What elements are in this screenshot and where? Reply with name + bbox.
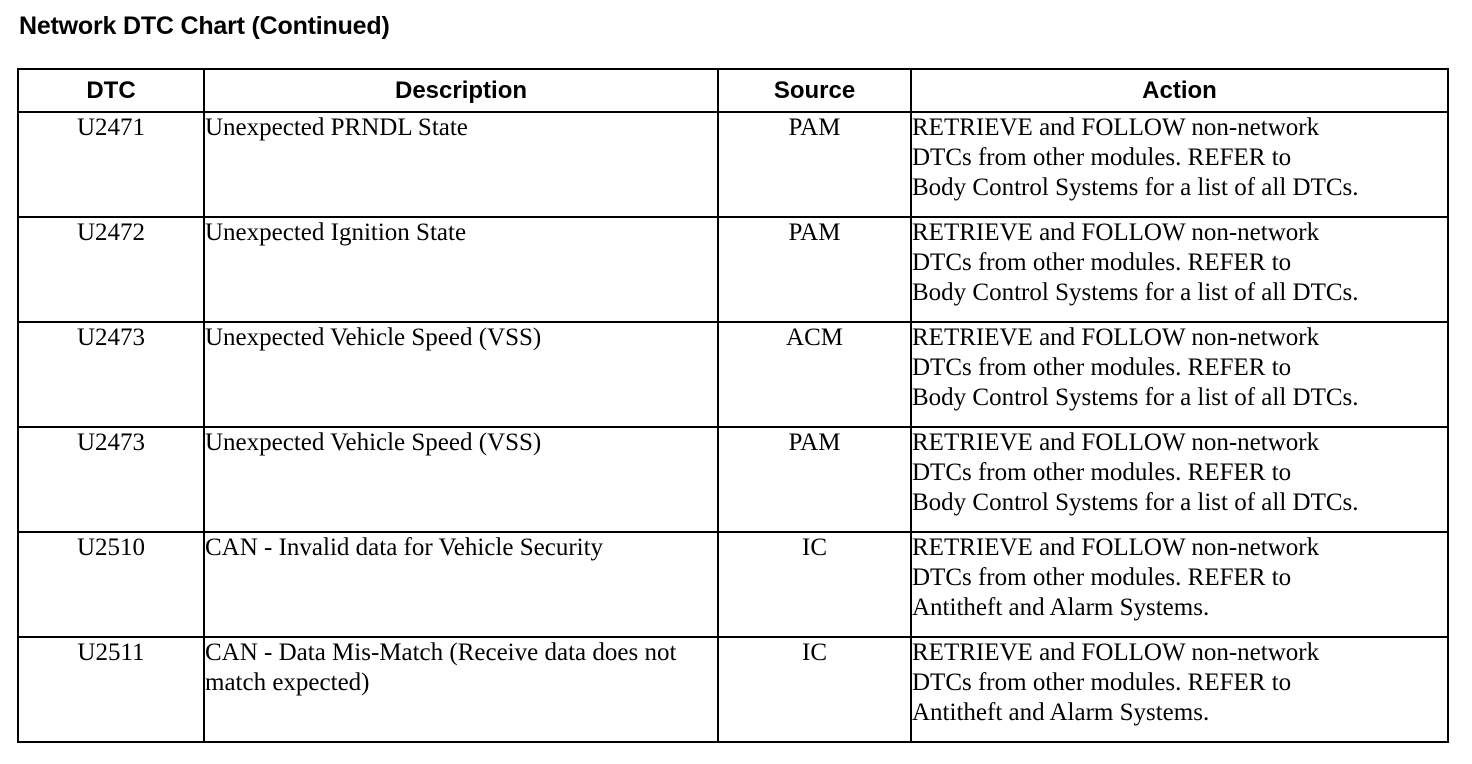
dtc-code-cell: U2511: [18, 637, 204, 742]
source-cell: PAM: [718, 427, 911, 532]
dtc-code-cell: U2473: [18, 322, 204, 427]
description-cell: CAN - Data Mis-Match (Receive data does not match expected): [204, 637, 718, 742]
source-cell: IC: [718, 532, 911, 637]
header-description: Description: [204, 69, 718, 112]
action-cell: RETRIEVE and FOLLOW non-network DTCs from other modules. REFER to Body Control Systems for a list of all DTCs.: [911, 322, 1448, 427]
dtc-code-cell: U2471: [18, 112, 204, 217]
action-cell: RETRIEVE and FOLLOW non-network DTCs from other modules. REFER to Body Control Systems for a list of all DTCs.: [911, 112, 1448, 217]
description-cell: CAN - Invalid data for Vehicle Security: [204, 532, 718, 637]
action-cell: RETRIEVE and FOLLOW non-network DTCs from other modules. REFER to Antitheft and Alarm Systems.: [911, 532, 1448, 637]
table-row: [18, 532, 1448, 637]
dtc-code-cell: U2510: [18, 532, 204, 637]
source-cell: PAM: [718, 217, 911, 322]
action-cell: RETRIEVE and FOLLOW non-network DTCs from other modules. REFER to Body Control Systems for a list of all DTCs.: [911, 217, 1448, 322]
table-row: [18, 217, 1448, 322]
source-cell: ACM: [718, 322, 911, 427]
description-cell: Unexpected Vehicle Speed (VSS): [204, 322, 718, 427]
description-cell: Unexpected Vehicle Speed (VSS): [204, 427, 718, 532]
header-row: [18, 69, 1448, 112]
description-cell: Unexpected PRNDL State: [204, 112, 718, 217]
source-cell: PAM: [718, 112, 911, 217]
action-cell: RETRIEVE and FOLLOW non-network DTCs from other modules. REFER to Body Control Systems for a list of all DTCs.: [911, 427, 1448, 532]
header-source: Source: [718, 69, 911, 112]
dtc-table: [17, 68, 1449, 743]
table-row: [18, 322, 1448, 427]
source-cell: IC: [718, 637, 911, 742]
header-dtc: DTC: [18, 69, 204, 112]
action-cell: RETRIEVE and FOLLOW non-network DTCs from other modules. REFER to Antitheft and Alarm Systems.: [911, 637, 1448, 742]
dtc-code-cell: U2473: [18, 427, 204, 532]
table-row: [18, 427, 1448, 532]
dtc-code-cell: U2472: [18, 217, 204, 322]
table-row: [18, 112, 1448, 217]
header-action: Action: [911, 69, 1448, 112]
table-row: [18, 637, 1448, 742]
page-title: Network DTC Chart (Continued): [19, 12, 390, 40]
description-cell: Unexpected Ignition State: [204, 217, 718, 322]
